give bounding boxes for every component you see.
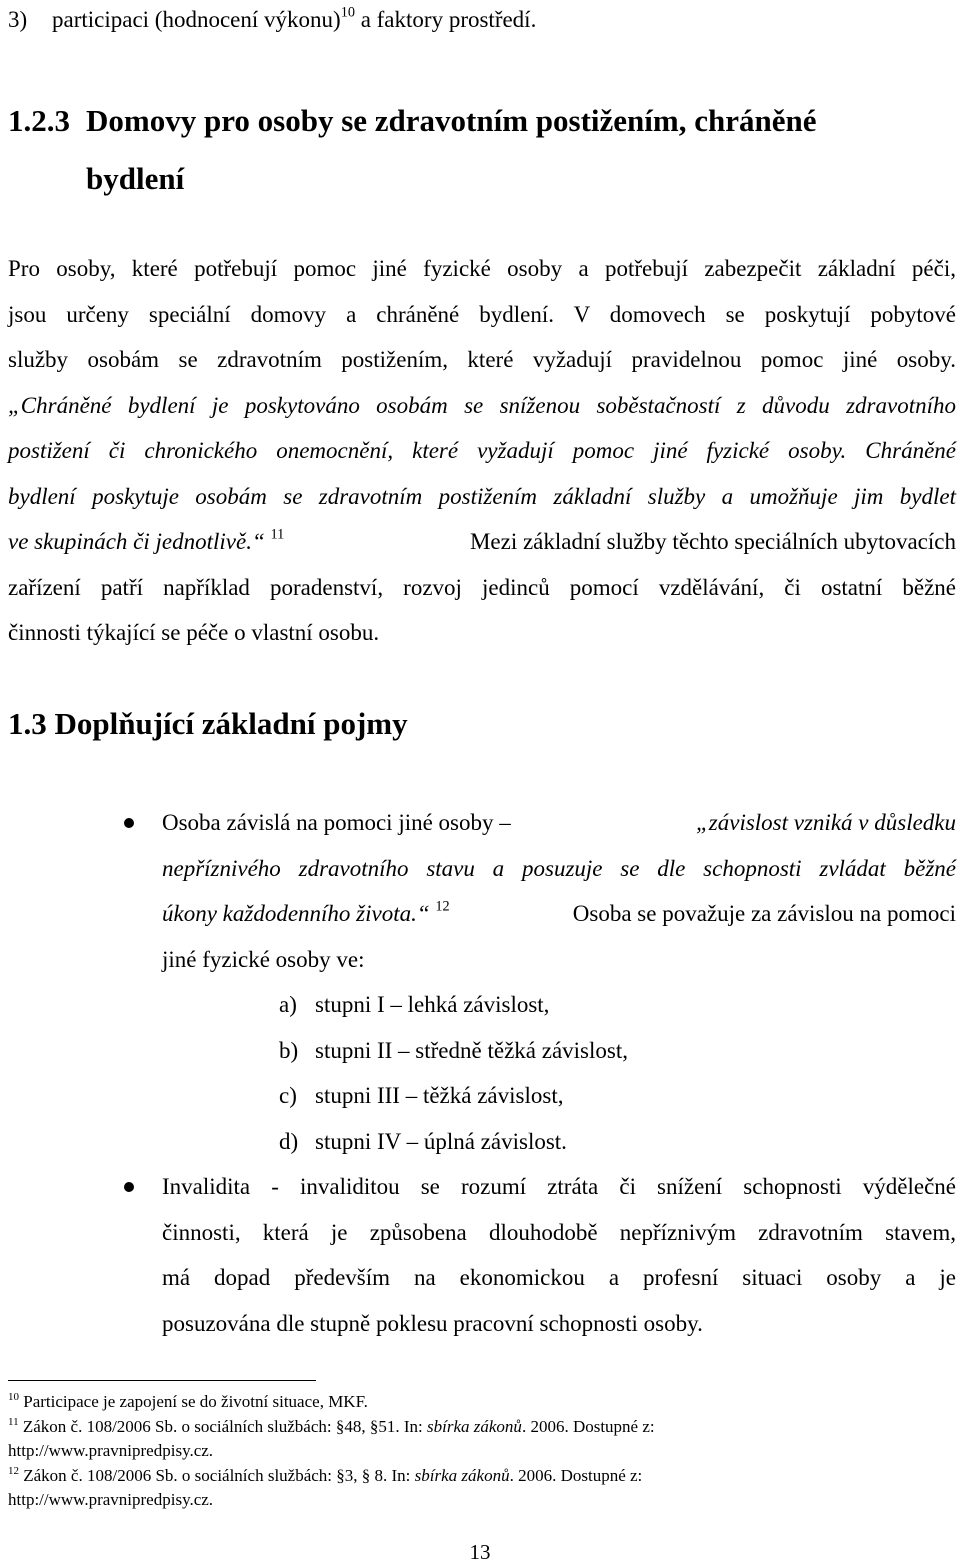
bullet-line: činnosti, která je způsobena dlouhodobě nepříznivým zdravotním stavem,	[162, 1219, 956, 1245]
footnote-number: 10	[8, 1391, 19, 1403]
dependency-level-item	[279, 1028, 956, 1074]
dependency-level-item	[279, 1073, 956, 1119]
bullet-icon	[124, 818, 134, 828]
bullet-text: Osoba se považuje za závislou na pomoci	[572, 901, 956, 926]
sub-text: stupni IV – úplná závislost.	[315, 1128, 567, 1154]
footnote-number: 12	[8, 1464, 19, 1477]
bullet-line: má dopad především na ekonomickou a profesní situaci osoby a je	[162, 1265, 956, 1290]
footnote-separator	[8, 1380, 316, 1381]
page-number: 13	[469, 1540, 491, 1564]
dependency-levels-list	[162, 982, 956, 1164]
section-number: 1.3	[8, 706, 47, 741]
paragraph-line	[8, 428, 956, 474]
footnote-11	[8, 1415, 948, 1440]
footnote-text: Zákon č. 108/2006 Sb. o sociálních službách: §48, §51. In:	[22, 1416, 428, 1436]
paragraph-line	[8, 519, 956, 565]
bullet-item-invalidity	[0, 1164, 956, 1346]
footnotes	[8, 1390, 948, 1513]
list-item-participation	[8, 4, 536, 36]
quote-text: postižení či chronického onemocnění, které vyžadují pomoc jiné fyzické osoby. Chráněné	[8, 438, 956, 463]
section-title-line2: bydlení	[86, 161, 185, 196]
quote-end: ve skupinách či jednotlivě.“	[8, 529, 265, 554]
footnote-source: sbírka zákonů	[427, 1416, 522, 1436]
bullet-line	[162, 891, 956, 937]
paragraph-line: Pro osoby, které potřebují pomoc jiné fyzické osoby a potřebují zabezpečit základní péči,	[8, 256, 956, 281]
bullet-list	[0, 800, 960, 1346]
list-item-tail: a faktory prostředí.	[354, 7, 537, 32]
quote-end: úkony každodenního života.“	[162, 901, 430, 926]
footnote-12	[8, 1464, 948, 1489]
dependency-level-item	[279, 1119, 956, 1165]
list-item-text: participaci (hodnocení výkonu)	[52, 7, 341, 32]
body-paragraph	[8, 246, 956, 656]
paragraph-quote-line: bydlení poskytuje osobám se zdravotním postižením základní služby a umožňuje jim bydlet	[8, 483, 956, 509]
sub-text: stupni II – středně těžká závislost,	[315, 1037, 628, 1063]
footnote-number: 11	[8, 1415, 19, 1428]
footnote-text: Participace je zapojení se do životní situace, MKF.	[23, 1392, 368, 1411]
footnote-ref-11[interactable]: 11	[270, 526, 285, 543]
bullet-quote-line: nepříznivého zdravotního stavu a posuzuje se dle schopnosti zvládat běžné	[162, 855, 956, 881]
quote-with-ref	[8, 519, 284, 565]
footnote-text: . 2006. Dostupné z:	[521, 1416, 655, 1436]
bullet-quote: „závislost vzniká v důsledku	[696, 810, 956, 835]
list-item-number: 3)	[8, 7, 28, 32]
section-heading-1-3	[8, 700, 408, 748]
paragraph-quote-line: „Chráněné bydlení je poskytováno osobám se sníženou soběstačností z důvodu zdravotního	[8, 392, 956, 418]
section-heading-1-2-3	[8, 92, 948, 208]
section-number: 1.2.3	[8, 103, 70, 138]
sub-label: c)	[279, 1083, 297, 1108]
dependency-level-item	[279, 982, 956, 1028]
bullet-line: Invalidita - invaliditou se rozumí ztráta či snížení schopnosti výdělečné	[162, 1174, 956, 1199]
sub-text: stupni III – těžká závislost,	[315, 1083, 564, 1108]
paragraph-line: jsou určeny speciální domovy a chráněné bydlení. V domovech se poskytují pobytové	[8, 301, 956, 327]
footnote-text: . 2006. Dostupné z:	[509, 1465, 643, 1485]
section-title: Doplňující základní pojmy	[54, 706, 408, 741]
footnote-text: Zákon č. 108/2006 Sb. o sociálních službách: §3, § 8. In:	[23, 1465, 415, 1485]
footnote-ref-12[interactable]: 12	[435, 898, 450, 915]
footnote-source: sbírka zákonů	[414, 1465, 510, 1485]
paragraph-line: činnosti týkající se péče o vlastní osobu.	[8, 620, 380, 645]
footnote-10	[8, 1390, 948, 1415]
section-title-line1: Domovy pro osoby se zdravotním postižením, chráněné	[86, 103, 817, 138]
bullet-line: posuzována dle stupně poklesu pracovní schopnosti osoby.	[162, 1310, 703, 1336]
paragraph-line: služby osobám se zdravotním postižením, které vyžadují pravidelnou pomoc jiné osoby.	[8, 347, 956, 372]
bullet-icon	[124, 1182, 134, 1192]
bullet-text: Osoba závislá na pomoci jiné osoby –	[162, 810, 511, 835]
footnote-ref-10[interactable]: 10	[340, 4, 355, 21]
paragraph-text: Mezi základní služby těchto speciálních ubytovacích	[469, 529, 956, 554]
paragraph-line: zařízení patří například poradenství, rozvoj jedinců pomocí vzdělávání, či ostatní běžné	[8, 574, 956, 600]
sub-label: a)	[279, 992, 297, 1017]
footnote-url[interactable]: http://www.pravnipredpisy.cz.	[8, 1441, 214, 1461]
footnote-url[interactable]: http://www.pravnipredpisy.cz.	[8, 1490, 214, 1510]
sub-label: d)	[279, 1128, 299, 1154]
sub-label: b)	[279, 1037, 299, 1063]
bullet-item-dependent-person	[0, 800, 956, 1164]
sub-text: stupni I – lehká závislost,	[315, 992, 550, 1017]
quote-with-ref	[162, 891, 450, 937]
bullet-line: jiné fyzické osoby ve:	[162, 946, 365, 972]
bullet-line	[162, 800, 956, 846]
